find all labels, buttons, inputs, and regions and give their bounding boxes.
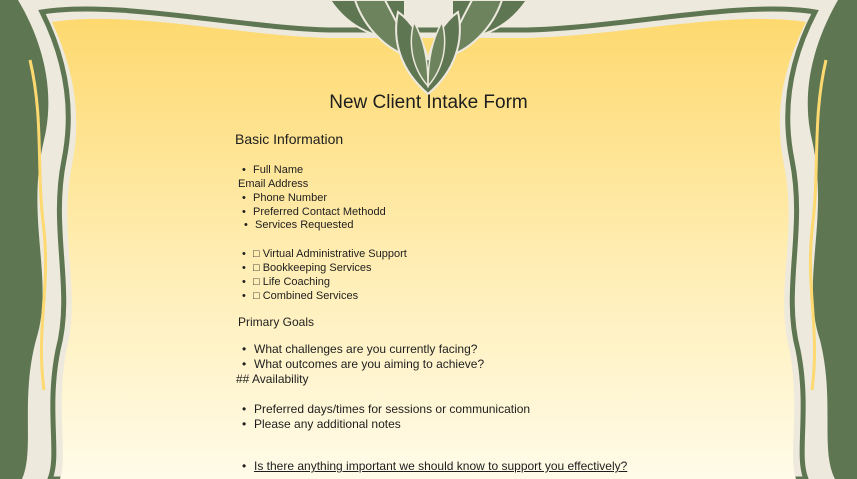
field-full-name: • Full Name	[253, 164, 303, 176]
section-heading-availability: ## Availability	[236, 372, 309, 386]
service-option[interactable]: • □ Life Coaching	[253, 276, 330, 288]
form-title: New Client Intake Form	[329, 92, 528, 113]
section-heading-goals: Primary Goals	[238, 315, 315, 329]
service-option[interactable]: • □ Bookkeeping Services	[253, 262, 372, 274]
final-question-link[interactable]: • Is there anything important we should know to support you effectively?	[254, 459, 627, 473]
service-option[interactable]: • □ Virtual Administrative Support	[253, 248, 407, 260]
goal-question: • What challenges are you currently facing?	[254, 342, 477, 356]
availability-question: • Please any additional notes	[254, 417, 401, 431]
section-heading-basic: Basic Information	[235, 131, 344, 147]
field-phone: • Phone Number	[253, 192, 327, 204]
field-email: Email Address	[238, 178, 309, 190]
field-contact-method: • Preferred Contact Methodd	[253, 206, 386, 218]
availability-question: • Preferred days/times for sessions or communication	[254, 402, 530, 416]
goal-question: • What outcomes are you aiming to achieve?	[254, 357, 484, 371]
field-services: • Services Requested	[255, 219, 353, 231]
service-option[interactable]: • □ Combined Services	[253, 290, 358, 302]
